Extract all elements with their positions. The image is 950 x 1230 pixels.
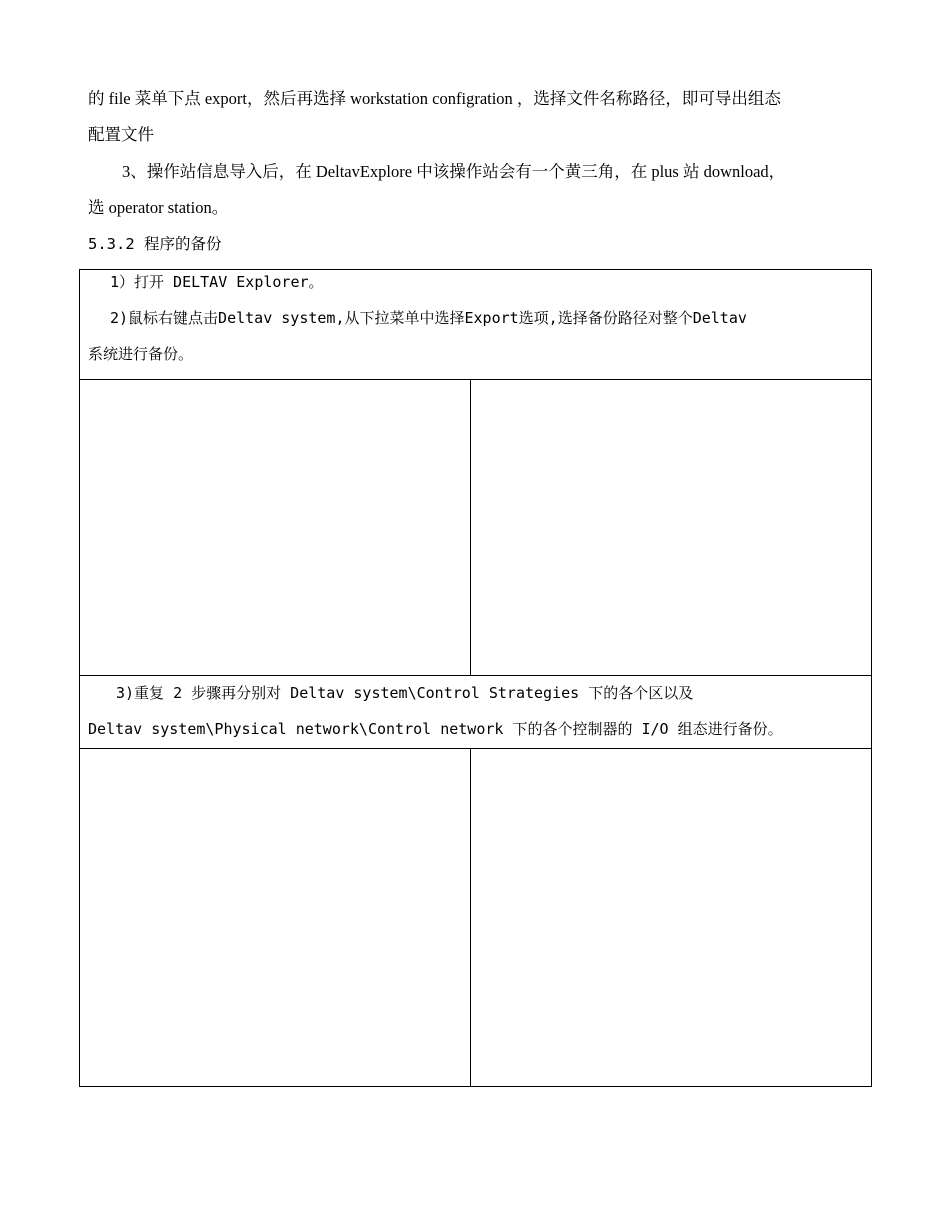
paragraph-export-line1: 的 file 菜单下点 export，然后再选择 workstation configration ，选择文件名称路径，即可导出组态: [88, 89, 781, 108]
table-row-instructions-1: [80, 270, 871, 380]
instruction-step3-line1: 3)重复 2 步骤再分别对 Deltav system\Control Strategies 下的各个区以及: [116, 684, 694, 702]
table-row-instructions-2: [80, 676, 871, 749]
instruction-step2-line1: 2)鼠标右键点击Deltav system,从下拉菜单中选择Export选项,选择备份路径对整个Deltav: [110, 309, 747, 327]
image-cell-right-1: [471, 380, 871, 675]
backup-table: [79, 269, 872, 1087]
instruction-step2-line2: 系统进行备份。: [88, 345, 194, 363]
paragraph-step3-line2: 选 operator station。: [88, 198, 229, 217]
instruction-step1: 1）打开 DELTAV Explorer。: [110, 273, 324, 291]
table-row-image-1: [80, 380, 871, 676]
paragraph-export-line2: 配置文件: [88, 125, 154, 144]
image-cell-right-2: [471, 749, 871, 1086]
image-cell-left-2: [80, 749, 471, 1086]
image-cell-left-1: [80, 380, 471, 675]
paragraph-step3-line1: 3、操作站信息导入后，在 DeltavExplore 中该操作站会有一个黄三角，在 plus 站 download，: [122, 162, 786, 181]
instruction-step3-line2: Deltav system\Physical network\Control network 下的各个控制器的 I/O 组态进行备份。: [88, 720, 783, 738]
section-heading: 5.3.2 程序的备份: [88, 235, 222, 253]
table-row-image-2: [80, 749, 871, 1086]
